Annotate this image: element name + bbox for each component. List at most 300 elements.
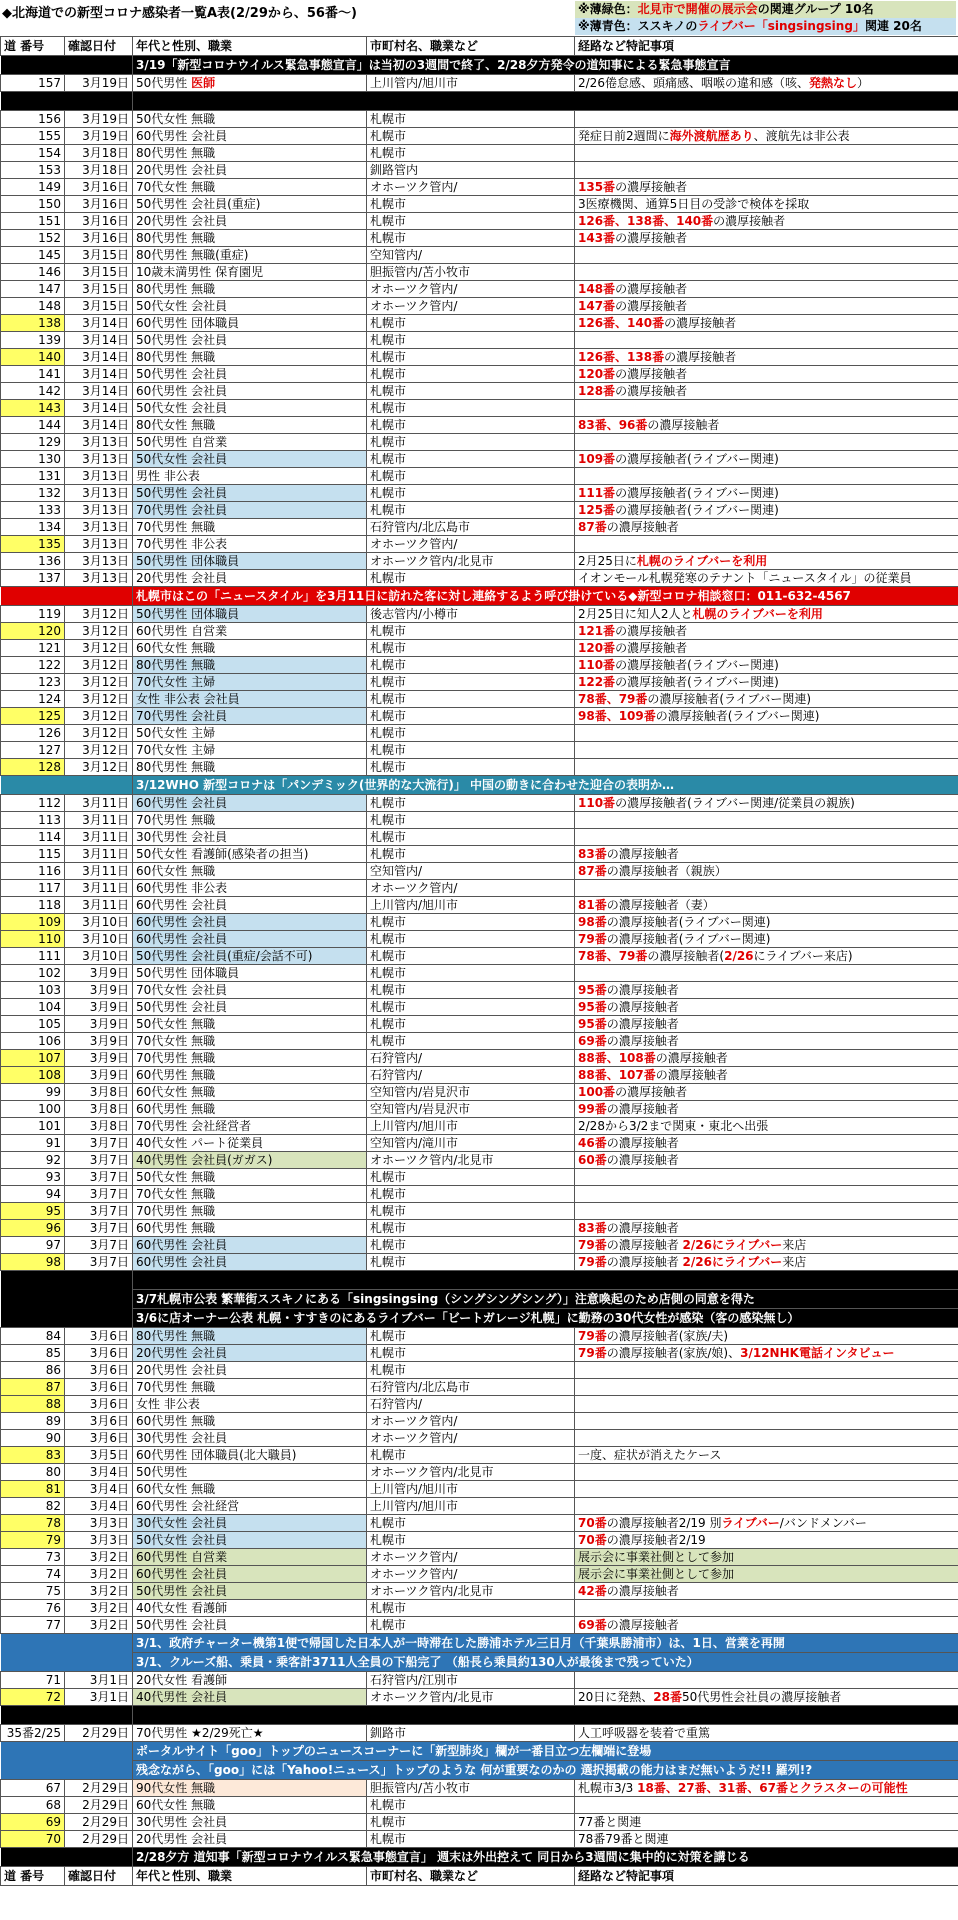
age-text: 50代女性 看護師(感染者の担当) bbox=[136, 846, 309, 861]
age-text: 30代男性 会社員 bbox=[136, 1814, 228, 1829]
age-text: 50代男性 団体職員 bbox=[136, 965, 240, 980]
confirm-date: 3月18日 bbox=[65, 162, 133, 179]
note-text: 77番と関連 bbox=[578, 1814, 642, 1829]
note-tail: の濃厚接触者 bbox=[713, 213, 786, 228]
table-row bbox=[1, 1118, 958, 1135]
confirm-date: 3月12日 bbox=[65, 691, 133, 708]
note-text: 人工呼吸器を装着で重篤 bbox=[578, 1725, 711, 1740]
table-row bbox=[1, 1617, 958, 1634]
col-header-number: 道 番号 bbox=[1, 37, 65, 56]
header-row bbox=[1, 37, 958, 56]
case-number: 113 bbox=[1, 812, 65, 829]
note-highlight: 88番、107番 bbox=[578, 1067, 656, 1082]
announcement-text: ポータルサイト「goo」トップのニュースコーナーに「新型肺炎」欄が一番目立つ左欄端に登場 bbox=[133, 1742, 958, 1761]
age-text: 50代男性 自営業 bbox=[136, 434, 228, 449]
route-note bbox=[575, 1617, 958, 1634]
confirm-date: 3月9日 bbox=[65, 999, 133, 1016]
route-note bbox=[575, 1464, 958, 1481]
age-text: 50代男性 団体職員 bbox=[136, 553, 240, 568]
confirm-date: 3月1日 bbox=[65, 1672, 133, 1689]
city-name: 石狩管内/北広島市 bbox=[367, 519, 575, 536]
city-name: オホーツク管内/北見市 bbox=[367, 1464, 575, 1481]
route-note bbox=[575, 179, 958, 196]
note-highlight: 99番 bbox=[578, 1101, 607, 1116]
case-number: 115 bbox=[1, 846, 65, 863]
route-note bbox=[575, 863, 958, 880]
city-name: 札幌市 bbox=[367, 1617, 575, 1634]
case-number: 132 bbox=[1, 485, 65, 502]
age-sex-job bbox=[133, 1345, 367, 1362]
age-text: 50代男性 会社員 bbox=[136, 485, 228, 500]
note-highlight: 95番 bbox=[578, 1016, 607, 1031]
note-tail: の濃厚接触者 bbox=[615, 1084, 688, 1099]
confirm-date: 3月15日 bbox=[65, 247, 133, 264]
city-name: 札幌市 bbox=[367, 742, 575, 759]
announcement-row bbox=[1, 1848, 958, 1867]
age-sex-job bbox=[133, 982, 367, 999]
route-note bbox=[575, 725, 958, 742]
table-row bbox=[1, 213, 958, 230]
route-note bbox=[575, 145, 958, 162]
table-row bbox=[1, 145, 958, 162]
note-highlight: 100番 bbox=[578, 1084, 616, 1099]
age-text: 50代女性 会社員 bbox=[136, 1532, 228, 1547]
announcement-row bbox=[1, 1653, 958, 1672]
announcement-text: 3/1、政府チャーター機第1便で帰国した日本人が一時滞在した勝浦ホテル三日月（千葉県勝浦市）は、1日、営業を再開 bbox=[133, 1634, 958, 1653]
confirm-date: 3月11日 bbox=[65, 829, 133, 846]
case-number: 98 bbox=[1, 1254, 65, 1271]
note-tail: 50代男性会社員の濃厚接触者 bbox=[681, 1689, 842, 1704]
city-name: 札幌市 bbox=[367, 623, 575, 640]
case-number: 120 bbox=[1, 623, 65, 640]
age-sex-job bbox=[133, 829, 367, 846]
age-text: 40代女性 パート従業員 bbox=[136, 1135, 264, 1150]
note-highlight: 海外渡航歴あり bbox=[669, 128, 754, 143]
age-text: 20代女性 看護師 bbox=[136, 1672, 228, 1687]
confirm-date: 3月15日 bbox=[65, 264, 133, 281]
case-number: 80 bbox=[1, 1464, 65, 1481]
age-text: 60代男性 会社員 bbox=[136, 1237, 228, 1252]
age-text: 50代男性 会社員(重症/会話不可) bbox=[136, 948, 313, 963]
announcement-spacer bbox=[1, 1309, 133, 1328]
city-name: 札幌市 bbox=[367, 128, 575, 145]
age-text: 50代男性 bbox=[136, 1464, 188, 1479]
note-tail: の濃厚接触者 bbox=[615, 383, 688, 398]
route-note bbox=[575, 1515, 958, 1532]
note-highlight: 42番 bbox=[578, 1583, 607, 1598]
age-text: 50代女性 無職 bbox=[136, 1016, 216, 1031]
note-text: 2月25日に bbox=[578, 553, 637, 568]
age-sex-job bbox=[133, 1447, 367, 1464]
confirm-date: 3月13日 bbox=[65, 502, 133, 519]
route-note bbox=[575, 162, 958, 179]
route-note bbox=[575, 298, 958, 315]
case-number: 96 bbox=[1, 1220, 65, 1237]
confirm-date: 3月13日 bbox=[65, 468, 133, 485]
age-sex-job bbox=[133, 1135, 367, 1152]
age-sex-job bbox=[133, 145, 367, 162]
city-name: 札幌市 bbox=[367, 1169, 575, 1186]
table-row bbox=[1, 553, 958, 570]
case-number: 101 bbox=[1, 1118, 65, 1135]
table-row bbox=[1, 1797, 958, 1814]
table-row bbox=[1, 111, 958, 128]
city-name: 後志管内/小樽市 bbox=[367, 606, 575, 623]
age-sex-job bbox=[133, 468, 367, 485]
note-highlight: 87番 bbox=[578, 863, 607, 878]
note-highlight-2: ライブバー bbox=[721, 1515, 780, 1530]
note-tail: の濃厚接触者 bbox=[615, 640, 688, 655]
col-header-date: 確認日付 bbox=[65, 37, 133, 56]
route-note bbox=[575, 1797, 958, 1814]
note-highlight: 79番 bbox=[578, 1237, 607, 1252]
confirm-date: 3月9日 bbox=[65, 1033, 133, 1050]
announcement-spacer bbox=[1, 1761, 133, 1780]
age-sex-job bbox=[133, 1050, 367, 1067]
age-text: 20代男性 会社員 bbox=[136, 1831, 228, 1846]
note-text: 展示会に事業社側として参加 bbox=[578, 1549, 735, 1564]
table-row bbox=[1, 1481, 958, 1498]
case-number: 92 bbox=[1, 1152, 65, 1169]
confirm-date: 3月6日 bbox=[65, 1396, 133, 1413]
confirm-date: 3月2日 bbox=[65, 1549, 133, 1566]
age-text: 60代男性 会社員 bbox=[136, 897, 228, 912]
table-row bbox=[1, 931, 958, 948]
age-sex-job bbox=[133, 366, 367, 383]
table-row bbox=[1, 1549, 958, 1566]
age-text: 60代女性 無職 bbox=[136, 640, 216, 655]
route-note bbox=[575, 623, 958, 640]
table-row bbox=[1, 795, 958, 812]
case-number: 75 bbox=[1, 1583, 65, 1600]
note-tail: の濃厚接触者2/19 別 bbox=[606, 1515, 722, 1530]
city-name: 札幌市 bbox=[367, 812, 575, 829]
table-row bbox=[1, 897, 958, 914]
legend-green: ※薄緑色：北見市で開催の展示会の関連グループ 10名 bbox=[575, 1, 956, 18]
age-text: 40代男性 会社員 bbox=[136, 1689, 228, 1704]
case-number: 147 bbox=[1, 281, 65, 298]
table-row bbox=[1, 812, 958, 829]
city-name: 札幌市 bbox=[367, 1447, 575, 1464]
announcement-spacer bbox=[1, 1742, 133, 1761]
age-text: 70代男性 無職 bbox=[136, 1379, 216, 1394]
note-highlight: 81番 bbox=[578, 897, 607, 912]
table-row bbox=[1, 1725, 958, 1742]
age-text: 60代女性 無職 bbox=[136, 863, 216, 878]
route-note bbox=[575, 111, 958, 128]
age-text: 80代男性 無職 bbox=[136, 281, 216, 296]
route-note bbox=[575, 1831, 958, 1848]
note-tail: の濃厚接触者(ライブバー関連) bbox=[615, 485, 779, 500]
city-name: 札幌市 bbox=[367, 795, 575, 812]
city-name: 胆振管内/苫小牧市 bbox=[367, 1780, 575, 1797]
case-number: 85 bbox=[1, 1345, 65, 1362]
case-number: 155 bbox=[1, 128, 65, 145]
note-text: イオンモール札幌発寒のテナント「ニュースタイル」の従業員 bbox=[578, 570, 912, 585]
table-row bbox=[1, 75, 958, 92]
confirm-date: 2月29日 bbox=[65, 1780, 133, 1797]
city-name: 札幌市 bbox=[367, 1814, 575, 1831]
note-highlight: 147番 bbox=[578, 298, 616, 313]
case-number: 108 bbox=[1, 1067, 65, 1084]
table-row bbox=[1, 196, 958, 213]
city-name: 札幌市 bbox=[367, 383, 575, 400]
note-highlight: 83番 bbox=[578, 846, 607, 861]
case-number: 95 bbox=[1, 1203, 65, 1220]
age-sex-job bbox=[133, 1430, 367, 1447]
confirm-date: 3月10日 bbox=[65, 948, 133, 965]
age-sex-job bbox=[133, 948, 367, 965]
route-note bbox=[575, 1186, 958, 1203]
age-sex-job bbox=[133, 196, 367, 213]
age-text: 30代男性 会社員 bbox=[136, 1430, 228, 1445]
confirm-date: 3月6日 bbox=[65, 1345, 133, 1362]
note-highlight: 111番 bbox=[578, 485, 616, 500]
route-note bbox=[575, 1152, 958, 1169]
confirm-date: 3月12日 bbox=[65, 674, 133, 691]
announcement-text: 残念ながら、「goo」には「Yahoo!ニュース」トップのような 何が重要なのかの 選択掲載の能力はまだ無いようだ!! 羅列!? bbox=[133, 1761, 958, 1780]
city-name: オホーツク管内/北見市 bbox=[367, 1583, 575, 1600]
age-sex-job bbox=[133, 519, 367, 536]
route-note bbox=[575, 1600, 958, 1617]
confirm-date: 3月11日 bbox=[65, 846, 133, 863]
confirm-date: 3月13日 bbox=[65, 570, 133, 587]
city-name: 札幌市 bbox=[367, 691, 575, 708]
age-sex-job bbox=[133, 1689, 367, 1706]
table-row bbox=[1, 281, 958, 298]
age-sex-job bbox=[133, 1481, 367, 1498]
case-table-body bbox=[1, 37, 958, 1867]
note-tail: の濃厚接触者 bbox=[606, 999, 679, 1014]
case-number: 134 bbox=[1, 519, 65, 536]
table-row bbox=[1, 1689, 958, 1706]
confirm-date: 3月16日 bbox=[65, 196, 133, 213]
route-note bbox=[575, 742, 958, 759]
table-row bbox=[1, 366, 958, 383]
city-name: 札幌市 bbox=[367, 485, 575, 502]
case-number: 91 bbox=[1, 1135, 65, 1152]
city-name: 札幌市 bbox=[367, 349, 575, 366]
city-name: 石狩管内/江別市 bbox=[367, 1672, 575, 1689]
age-text: 60代女性 無職 bbox=[136, 1797, 216, 1812]
age-text: 50代男性 会社員 bbox=[136, 1617, 228, 1632]
announcement-text: 3/1、クルーズ船、乗員・乗客計3711人全員の下船完了 （船長ら乗員約130人が最後まで残っていた） bbox=[133, 1653, 958, 1672]
table-row bbox=[1, 829, 958, 846]
route-note bbox=[575, 795, 958, 812]
note-tail: の濃厚接触者 bbox=[664, 349, 737, 364]
age-text: 60代男性 会社員 bbox=[136, 1566, 228, 1581]
case-number: 103 bbox=[1, 982, 65, 999]
age-sex-job bbox=[133, 485, 367, 502]
case-number: 105 bbox=[1, 1016, 65, 1033]
case-number: 82 bbox=[1, 1498, 65, 1515]
route-note bbox=[575, 247, 958, 264]
announcement-row bbox=[1, 1271, 958, 1290]
table-row bbox=[1, 1672, 958, 1689]
case-number: 150 bbox=[1, 196, 65, 213]
table-row bbox=[1, 349, 958, 366]
note-tail: の濃厚接触者 bbox=[606, 1016, 679, 1031]
route-note bbox=[575, 468, 958, 485]
age-text: 20代男性 会社員 bbox=[136, 1362, 228, 1377]
age-text: 70代女性 無職 bbox=[136, 179, 216, 194]
note-tail: 、渡航先は非公表 bbox=[753, 128, 850, 143]
confirm-date: 3月14日 bbox=[65, 400, 133, 417]
case-number: 145 bbox=[1, 247, 65, 264]
route-note bbox=[575, 674, 958, 691]
city-name: 札幌市 bbox=[367, 1797, 575, 1814]
note-text: 札幌市3/3 bbox=[578, 1780, 638, 1795]
age-text: 50代男性 会社員(重症) bbox=[136, 196, 261, 211]
age-sex-job bbox=[133, 795, 367, 812]
note-highlight: 126番、140番 bbox=[578, 315, 665, 330]
route-note bbox=[575, 264, 958, 281]
case-number: 125 bbox=[1, 708, 65, 725]
age-text: 60代男性 会社員 bbox=[136, 1254, 228, 1269]
table-row bbox=[1, 1050, 958, 1067]
confirm-date: 3月2日 bbox=[65, 1617, 133, 1634]
case-number: 79 bbox=[1, 1532, 65, 1549]
age-sex-job bbox=[133, 1328, 367, 1345]
table-row bbox=[1, 623, 958, 640]
table-row bbox=[1, 1220, 958, 1237]
table-row bbox=[1, 1532, 958, 1549]
table-row bbox=[1, 230, 958, 247]
age-sex-job bbox=[133, 812, 367, 829]
note-highlight: 69番 bbox=[578, 1617, 607, 1632]
case-number: 104 bbox=[1, 999, 65, 1016]
table-row bbox=[1, 982, 958, 999]
confirm-date: 3月2日 bbox=[65, 1583, 133, 1600]
confirm-date: 3月7日 bbox=[65, 1254, 133, 1271]
announcement-text: 2/28夕方 道知事「新型コロナウイルス緊急事態宣言」 週末は外出控えて 同日から3週間に集中的に対策を講じる bbox=[133, 1848, 958, 1867]
age-text: 60代男性 会社員 bbox=[136, 931, 228, 946]
age-sex-job bbox=[133, 1169, 367, 1186]
age-text: 60代男性 無職 bbox=[136, 1220, 216, 1235]
note-tail: の濃厚接触者2/19 bbox=[606, 1532, 706, 1547]
col-footer-city: 市町村名、職業など bbox=[367, 1867, 575, 1886]
table-row bbox=[1, 1033, 958, 1050]
note-tail: の濃厚接触者(ライブバー関連/従業員の親族) bbox=[615, 795, 855, 810]
col-header-note: 経路など特記事項 bbox=[575, 37, 958, 56]
table-row bbox=[1, 570, 958, 587]
table-row bbox=[1, 691, 958, 708]
confirm-date: 3月7日 bbox=[65, 1220, 133, 1237]
note-highlight: 126番、138番 bbox=[578, 349, 665, 364]
city-name: 石狩管内/ bbox=[367, 1067, 575, 1084]
note-tail: の濃厚接触者 bbox=[606, 982, 679, 997]
confirm-date: 3月7日 bbox=[65, 1169, 133, 1186]
case-number: 93 bbox=[1, 1169, 65, 1186]
age-text: 60代女性 無職 bbox=[136, 1481, 216, 1496]
city-name: 札幌市 bbox=[367, 451, 575, 468]
city-name: 上川管内/旭川市 bbox=[367, 897, 575, 914]
age-text: 50代男性 団体職員 bbox=[136, 606, 240, 621]
city-name: 釧路市 bbox=[367, 1725, 575, 1742]
age-sex-job bbox=[133, 1780, 367, 1797]
age-text: 70代男性 無職 bbox=[136, 519, 216, 534]
age-text: 20代男性 会社員 bbox=[136, 1345, 228, 1360]
route-note bbox=[575, 570, 958, 587]
age-text: 30代男性 会社員 bbox=[136, 829, 228, 844]
route-note bbox=[575, 1169, 958, 1186]
note-text: 展示会に事業社側として参加 bbox=[578, 1566, 735, 1581]
age-text: 80代男性 無職 bbox=[136, 1328, 216, 1343]
route-note bbox=[575, 1101, 958, 1118]
city-name: 札幌市 bbox=[367, 332, 575, 349]
route-note bbox=[575, 897, 958, 914]
city-name: 札幌市 bbox=[367, 759, 575, 776]
age-sex-job bbox=[133, 742, 367, 759]
note-highlight: 83番、96番 bbox=[578, 417, 648, 432]
confirm-date: 3月8日 bbox=[65, 1118, 133, 1135]
route-note bbox=[575, 982, 958, 999]
age-sex-job bbox=[133, 691, 367, 708]
city-name: 札幌市 bbox=[367, 1345, 575, 1362]
route-note bbox=[575, 1254, 958, 1271]
table-row bbox=[1, 468, 958, 485]
age-text: 男性 非公表 bbox=[136, 468, 200, 483]
age-text: 70代女性 主婦 bbox=[136, 674, 216, 689]
case-number: 119 bbox=[1, 606, 65, 623]
case-number: 149 bbox=[1, 179, 65, 196]
age-text: 50代男性 会社員 bbox=[136, 332, 228, 347]
note-highlight: 148番 bbox=[578, 281, 616, 296]
table-row bbox=[1, 1135, 958, 1152]
route-note bbox=[575, 759, 958, 776]
city-name: 札幌市 bbox=[367, 1220, 575, 1237]
route-note bbox=[575, 1203, 958, 1220]
age-sex-job bbox=[133, 349, 367, 366]
age-text: 70代女性 主婦 bbox=[136, 742, 216, 757]
note-text: 2/26倦怠感、頭痛感、咽喉の違和感（咳、 bbox=[578, 75, 809, 90]
case-number: 143 bbox=[1, 400, 65, 417]
note-tail: の濃厚接触者 bbox=[615, 230, 688, 245]
table-row bbox=[1, 1345, 958, 1362]
age-text: 60代男性 無職 bbox=[136, 1413, 216, 1428]
note-highlight: 28番 bbox=[653, 1689, 682, 1704]
table-row bbox=[1, 1447, 958, 1464]
table-row bbox=[1, 451, 958, 468]
table-row bbox=[1, 179, 958, 196]
route-note bbox=[575, 485, 958, 502]
note-tail: の濃厚接触者 bbox=[615, 366, 688, 381]
city-name: オホーツク管内/ bbox=[367, 1430, 575, 1447]
age-text: 20代男性 会社員 bbox=[136, 162, 228, 177]
table-row bbox=[1, 742, 958, 759]
confirm-date: 3月12日 bbox=[65, 759, 133, 776]
note-highlight: 95番 bbox=[578, 999, 607, 1014]
table-row bbox=[1, 1780, 958, 1797]
note-text: 20日に発熱、 bbox=[578, 1689, 654, 1704]
age-text: 80代女性 無職 bbox=[136, 417, 216, 432]
city-name: 石狩管内/ bbox=[367, 1050, 575, 1067]
age-text: 60代男性 自営業 bbox=[136, 1549, 228, 1564]
city-name: 札幌市 bbox=[367, 400, 575, 417]
confirm-date: 3月13日 bbox=[65, 536, 133, 553]
table-row bbox=[1, 1016, 958, 1033]
case-number: 81 bbox=[1, 1481, 65, 1498]
age-text: 70代男性 無職 bbox=[136, 1203, 216, 1218]
age-sex-job bbox=[133, 708, 367, 725]
confirm-date: 3月13日 bbox=[65, 451, 133, 468]
age-sex-job bbox=[133, 897, 367, 914]
route-note bbox=[575, 1430, 958, 1447]
note-text: 一度、症状が消えたケース bbox=[578, 1447, 722, 1462]
confirm-date: 3月14日 bbox=[65, 349, 133, 366]
table-row bbox=[1, 1203, 958, 1220]
age-sex-job bbox=[133, 1814, 367, 1831]
